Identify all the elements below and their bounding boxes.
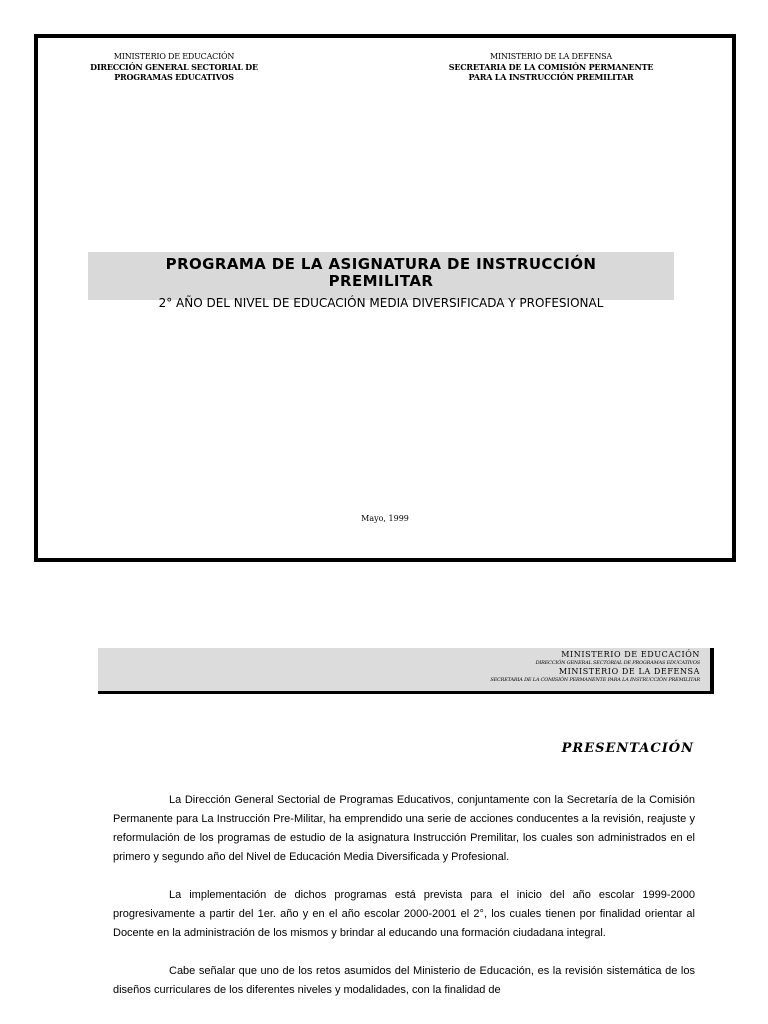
header-right-line2: SECRETARIA DE LA COMISIÓN PERMANENTE [448, 62, 654, 72]
paragraph: La Dirección General Sectorial de Programas Educativos, conjuntamente con la Secretaría de la Comisión Permanente para La Instrucción Pre-Militar, ha emprendido una serie de acciones conducentes a la revisión, reajuste y reformulación de los programas de estudio de la asignatura Instrucción Premilitar, los cuales son administrados en el primero y segundo año del Nivel de Educación Media Diversificada y Profesional. [113, 794, 695, 863]
header-subtitle-defense: SECRETARIA DE LA COMISIÓN PERMANENTE PARA LA INSTRUCCIÓN PREMILITAR [490, 677, 700, 683]
header-right-line3: PARA LA INSTRUCCIÓN PREMILITAR [468, 72, 634, 82]
section-title: PRESENTACIÓN [561, 741, 694, 756]
header-ministry-education: MINISTERIO DE EDUCACIÓN [561, 650, 700, 659]
header-subtitle-education: DIRECCIÓN GENERAL SECTORIAL DE PROGRAMAS EDUCATIVOS [535, 660, 700, 666]
cover-header-education [74, 52, 274, 82]
cover-subtitle: 2° AÑO DEL NIVEL DE EDUCACIÓN MEDIA DIVERSIFICADA Y PROFESIONAL [158, 296, 604, 310]
header-left-line2: DIRECCIÓN GENERAL SECTORIAL DE [90, 62, 258, 72]
cover-header-defense [436, 52, 666, 82]
cover-title-band [88, 252, 674, 310]
header-left-line1: MINISTERIO DE EDUCACIÓN [113, 52, 235, 61]
cover-title-line2: PREMILITAR [328, 272, 434, 290]
paragraph: Cabe señalar que uno de los retos asumidos del Ministerio de Educación, es la revisión sistemática de los diseños curriculares de los diferentes niveles y modalidades, con la finalidad de [113, 965, 695, 996]
page-header [98, 648, 714, 694]
header-right-line1: MINISTERIO DE LA DEFENSA [490, 52, 612, 61]
cover-title-line1: PROGRAMA DE LA ASIGNATURA DE INSTRUCCIÓN [165, 255, 597, 273]
header-ministry-defense: MINISTERIO DE LA DEFENSA [558, 667, 700, 676]
cover-date: Mayo, 1999 [361, 514, 409, 523]
cover-page [34, 34, 736, 562]
body-text [113, 791, 695, 1019]
header-left-line3: PROGRAMAS EDUCATIVOS [114, 72, 234, 82]
paragraph: La implementación de dichos programas está prevista para el inicio del año escolar 1999-2000 progresivamente a partir del 1er. año y en el año escolar 2000-2001 el 2°, los cuales tienen por finalidad orientar al Docente en la administración de los mismos y brindar al educando una formación ciudadana integral. [113, 889, 695, 939]
